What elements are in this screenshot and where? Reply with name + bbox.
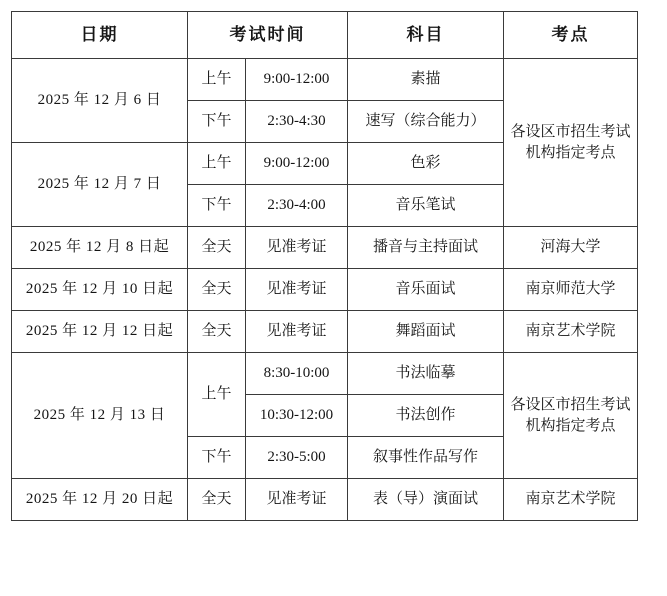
cell-subject: 音乐面试 [348, 269, 504, 311]
cell-half: 下午 [188, 185, 246, 227]
column-header-site: 考点 [504, 12, 638, 59]
column-header-exam-time: 考试时间 [188, 12, 348, 59]
cell-time: 见准考证 [246, 311, 348, 353]
cell-subject: 色彩 [348, 143, 504, 185]
table-row [12, 311, 638, 353]
table-header-row [12, 12, 638, 59]
cell-date: 2025 年 12 月 10 日起 [12, 269, 188, 311]
cell-time: 见准考证 [246, 269, 348, 311]
cell-half: 上午 [188, 59, 246, 101]
cell-half: 全天 [188, 227, 246, 269]
table-row [12, 269, 638, 311]
cell-time: 见准考证 [246, 479, 348, 521]
cell-date: 2025 年 12 月 8 日起 [12, 227, 188, 269]
cell-subject: 舞蹈面试 [348, 311, 504, 353]
cell-time: 2:30-4:30 [246, 101, 348, 143]
column-header-subject: 科目 [348, 12, 504, 59]
cell-subject: 音乐笔试 [348, 185, 504, 227]
cell-subject: 素描 [348, 59, 504, 101]
cell-subject: 书法创作 [348, 395, 504, 437]
table-row [12, 59, 638, 101]
cell-time: 见准考证 [246, 227, 348, 269]
cell-site: 河海大学 [504, 227, 638, 269]
cell-date: 2025 年 12 月 7 日 [12, 143, 188, 227]
cell-time: 9:00-12:00 [246, 143, 348, 185]
cell-time: 2:30-5:00 [246, 437, 348, 479]
cell-subject: 播音与主持面试 [348, 227, 504, 269]
cell-time: 2:30-4:00 [246, 185, 348, 227]
cell-half: 全天 [188, 311, 246, 353]
cell-site: 南京艺术学院 [504, 479, 638, 521]
cell-site: 各设区市招生考试 机构指定考点 [504, 59, 638, 227]
exam-schedule-table [11, 11, 638, 521]
table-row [12, 227, 638, 269]
table-body [12, 59, 638, 521]
cell-time: 10:30-12:00 [246, 395, 348, 437]
cell-half: 上午 [188, 143, 246, 185]
cell-half: 下午 [188, 437, 246, 479]
cell-half: 上午 [188, 353, 246, 437]
cell-date: 2025 年 12 月 20 日起 [12, 479, 188, 521]
cell-subject: 叙事性作品写作 [348, 437, 504, 479]
cell-half: 全天 [188, 269, 246, 311]
cell-date: 2025 年 12 月 12 日起 [12, 311, 188, 353]
cell-date: 2025 年 12 月 6 日 [12, 59, 188, 143]
cell-subject: 速写（综合能力） [348, 101, 504, 143]
cell-subject: 表（导）演面试 [348, 479, 504, 521]
cell-half: 全天 [188, 479, 246, 521]
cell-time: 8:30-10:00 [246, 353, 348, 395]
column-header-date: 日期 [12, 12, 188, 59]
cell-site: 南京师范大学 [504, 269, 638, 311]
cell-site: 南京艺术学院 [504, 311, 638, 353]
table-row [12, 479, 638, 521]
cell-half: 下午 [188, 101, 246, 143]
cell-subject: 书法临摹 [348, 353, 504, 395]
table-row [12, 353, 638, 395]
cell-date: 2025 年 12 月 13 日 [12, 353, 188, 479]
cell-time: 9:00-12:00 [246, 59, 348, 101]
table-header [12, 12, 638, 59]
cell-site: 各设区市招生考试 机构指定考点 [504, 353, 638, 479]
